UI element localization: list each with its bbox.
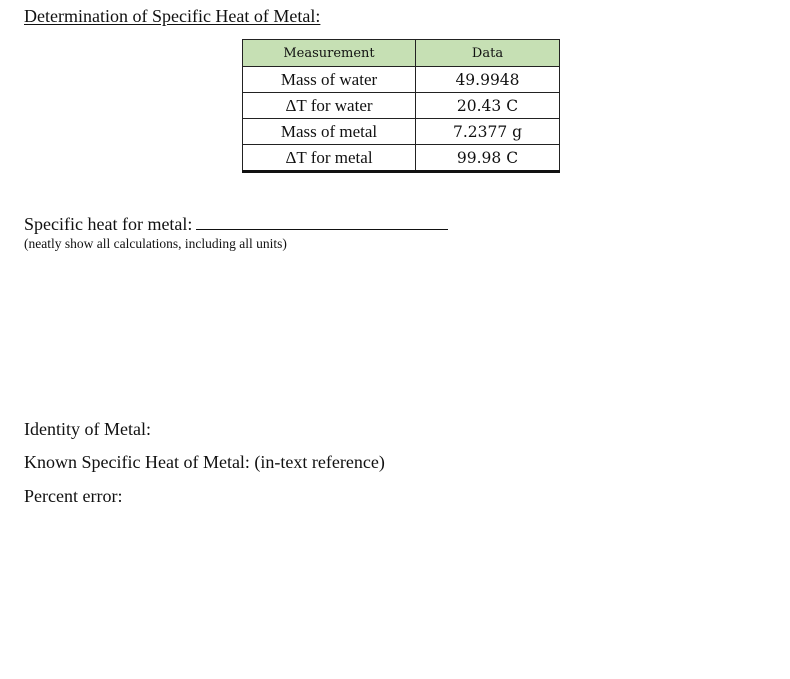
- table-header-row: [243, 40, 560, 67]
- document-title: Determination of Specific Heat of Metal:: [24, 6, 321, 26]
- header-measurement: Measurement: [243, 40, 416, 67]
- table-row: [243, 67, 560, 93]
- data-cell: 99.98 C: [416, 145, 560, 172]
- percent-error-label: Percent error:: [24, 486, 123, 506]
- data-cell: 49.9948: [416, 67, 560, 93]
- measurement-cell: Mass of water: [243, 67, 416, 93]
- specific-heat-label: Specific heat for metal:: [24, 214, 193, 234]
- identity-of-metal-label: Identity of Metal:: [24, 419, 151, 439]
- specific-heat-line: [24, 213, 448, 235]
- data-cell: 20.43 C: [416, 93, 560, 119]
- known-specific-heat-label: Known Specific Heat of Metal: (in-text reference): [24, 452, 385, 472]
- specific-heat-answer-blank[interactable]: [196, 213, 448, 230]
- table-row: [243, 119, 560, 145]
- measurement-cell: ΔT for metal: [243, 145, 416, 172]
- header-data: Data: [416, 40, 560, 67]
- measurement-cell: ΔT for water: [243, 93, 416, 119]
- table-row: [243, 93, 560, 119]
- table-row: [243, 145, 560, 172]
- calculation-note: (neatly show all calculations, including all units): [24, 236, 287, 251]
- data-cell: 7.2377 g: [416, 119, 560, 145]
- measurement-cell: Mass of metal: [243, 119, 416, 145]
- measurement-table: [242, 39, 560, 173]
